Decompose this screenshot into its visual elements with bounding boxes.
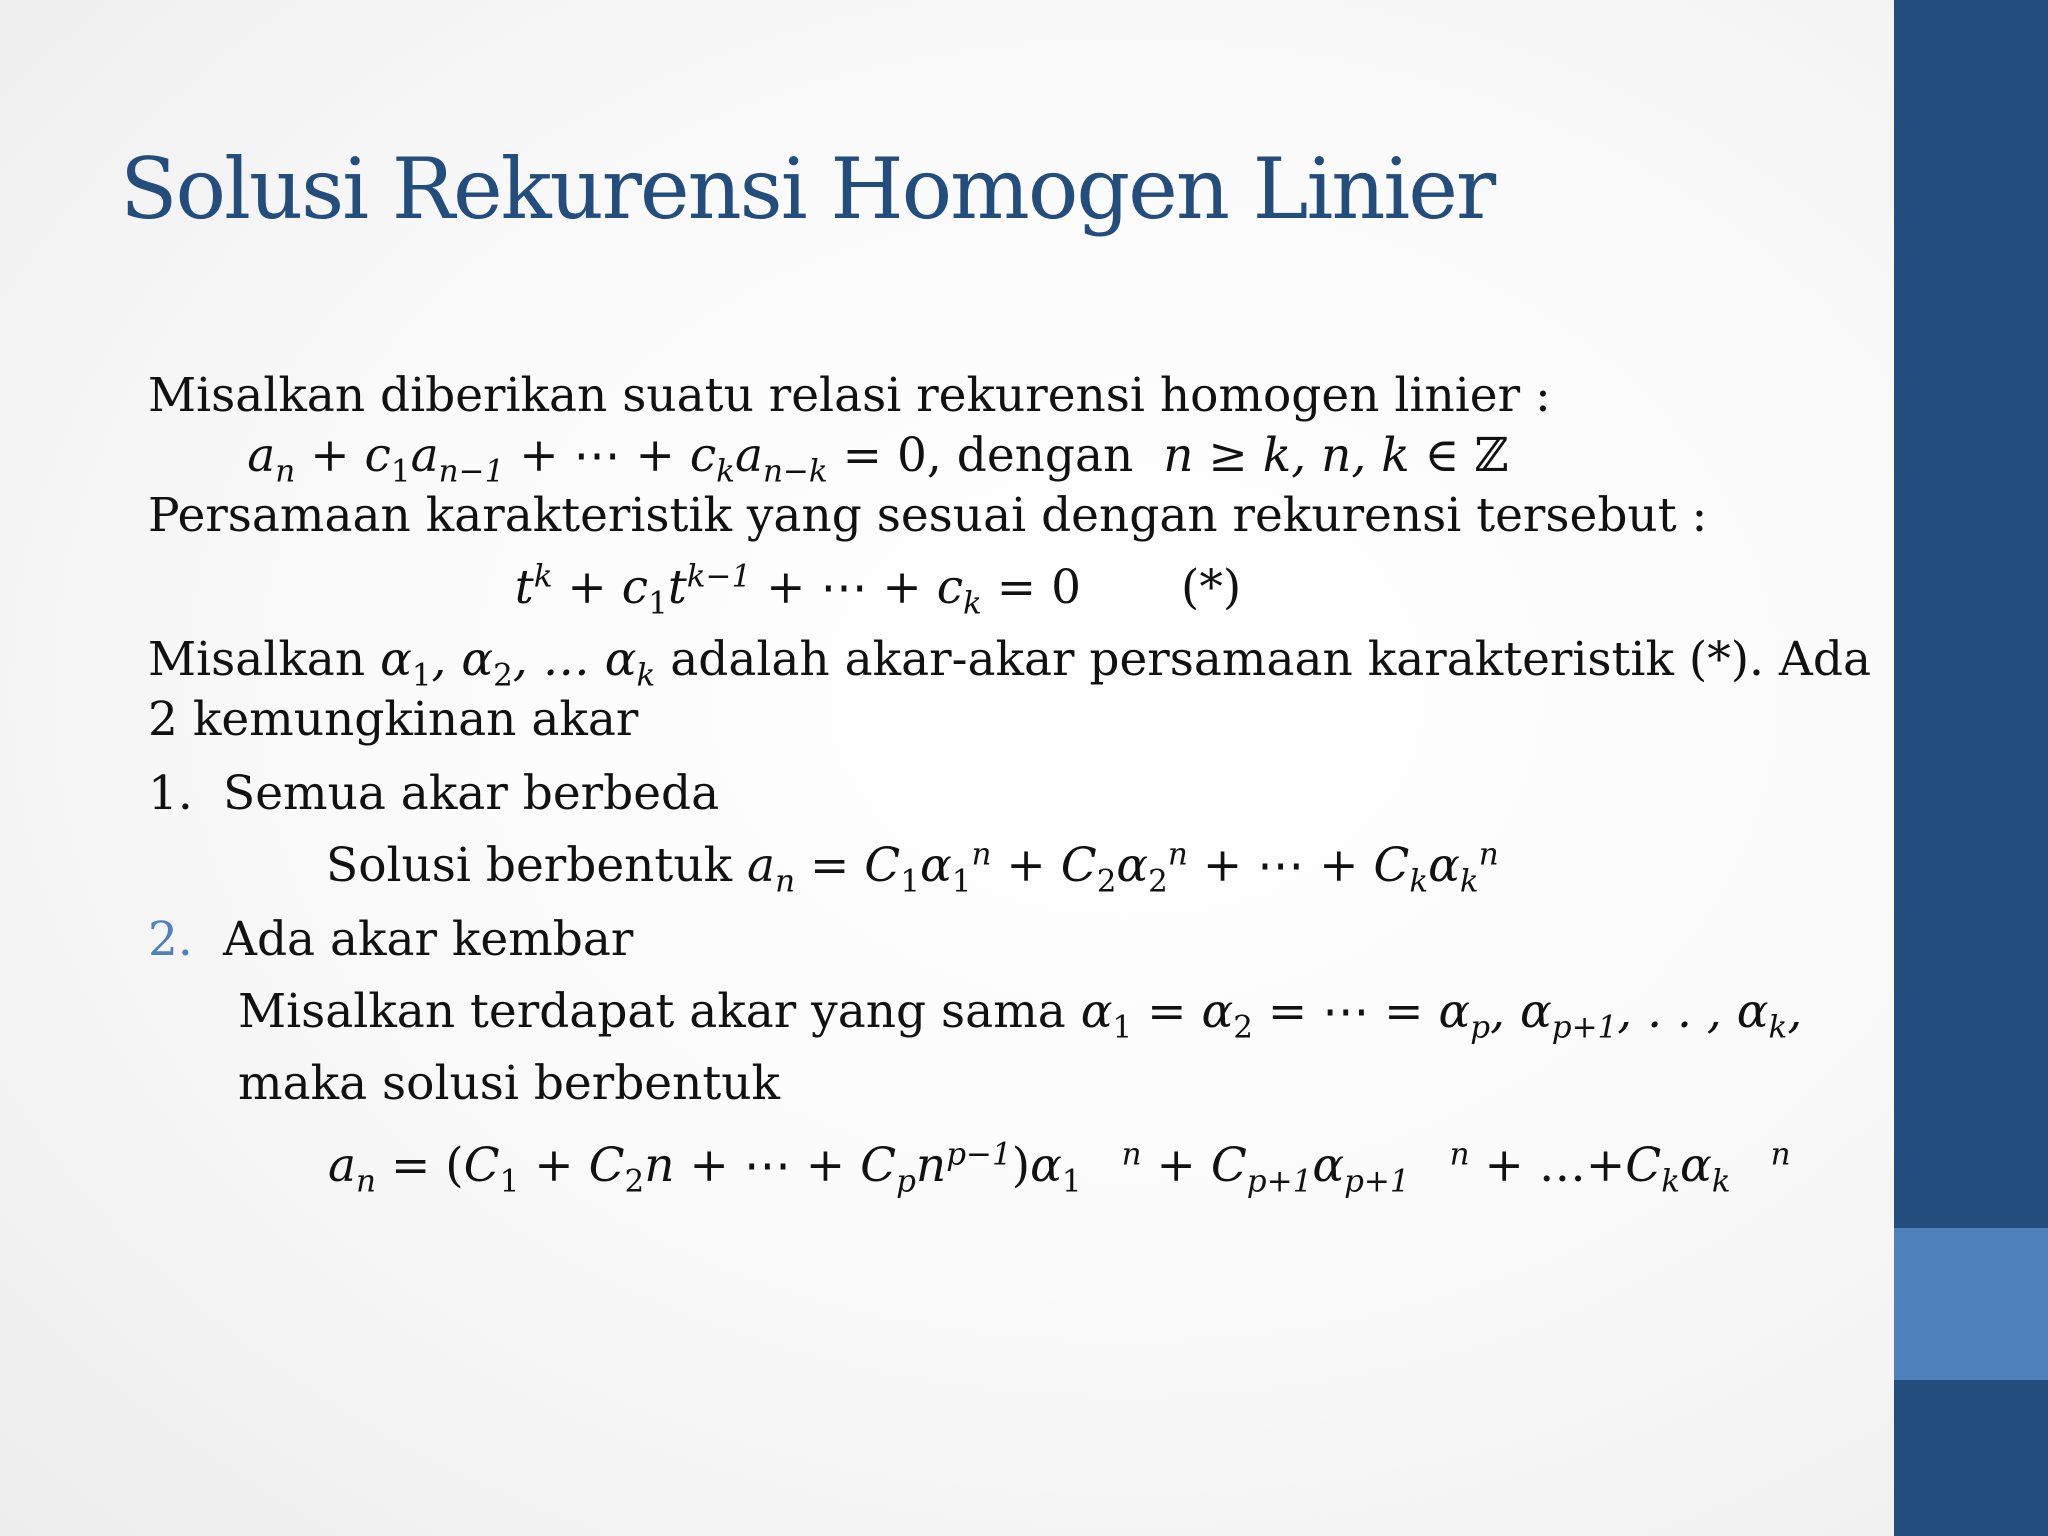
slide-title: Solusi Rekurensi Homogen Linier (120, 140, 1495, 238)
repeated-roots-text: Misalkan terdapat akar yang sama $\alpha_1 = \alpha_2$ = ⋯ = $\alpha_p$, $\alpha_{p+1}$, . . , $\alpha_k$, (238, 984, 1803, 1046)
paragraph-roots-line2: 2 kemungkinan akar (148, 692, 639, 747)
repeated-roots-line2: maka solusi berbentuk (238, 1056, 781, 1111)
list-label: Semua akar berbeda (223, 766, 720, 821)
list-number: 2. (148, 912, 193, 967)
solution-distinct-prefix: Solusi berbentuk (326, 838, 733, 893)
slide-content (148, 366, 1871, 1200)
paragraph-intro: Misalkan diberikan suatu relasi rekurensi homogen linier : (148, 368, 1551, 423)
paragraph-roots-prefix: Misalkan (148, 632, 366, 687)
equation-tag: (*) (1181, 560, 1242, 615)
list-item-2 (148, 910, 1808, 970)
equation-text-dengan: dengan (956, 428, 1134, 483)
solution-repeated: $a_n = (C_1 + C_2n$ + ⋯ + $C_pn^{p-1})\alpha_1^n + C_{p+1}\alpha_{p+1}^n$ + $\dots+C_k\alpha_k^n$ (328, 1136, 1791, 1200)
list-label: Ada akar kembar (223, 912, 634, 967)
paragraph-roots-suffix: adalah akar-akar persamaan karakteristik (*). Ada (670, 632, 1871, 687)
paragraph-roots: Misalkan $\alpha_1$, $\alpha_2$, … $\alpha_k$ adalah akar-akar persamaan karakteristik (*). Ada (148, 632, 1871, 694)
equation-recurrence: $a_n + c_1a_{n-1}$ + ⋯ + $c_ka_{n-k} = 0$, dengan n ≥ k, n, k ∈ ℤ (247, 428, 1509, 490)
solution-distinct: Solusi berbentuk $a_n = C_1\alpha_1^n + C_2\alpha_2^n$ + ⋯ + $C_k\alpha_k^n$ (326, 836, 1499, 900)
repeated-roots-prefix: Misalkan terdapat akar yang sama (238, 984, 1066, 1039)
paragraph-characteristic: Persamaan karakteristik yang sesuai dengan rekurensi tersebut : (148, 488, 1708, 543)
sidebar-accent-band (1894, 1228, 2048, 1380)
list-item-1 (148, 764, 1808, 824)
equation-characteristic: $t^k + c_1t^{k-1}$ + ⋯ + $c_k = 0$ (*) (514, 558, 1242, 622)
list-number: 1. (148, 766, 193, 821)
